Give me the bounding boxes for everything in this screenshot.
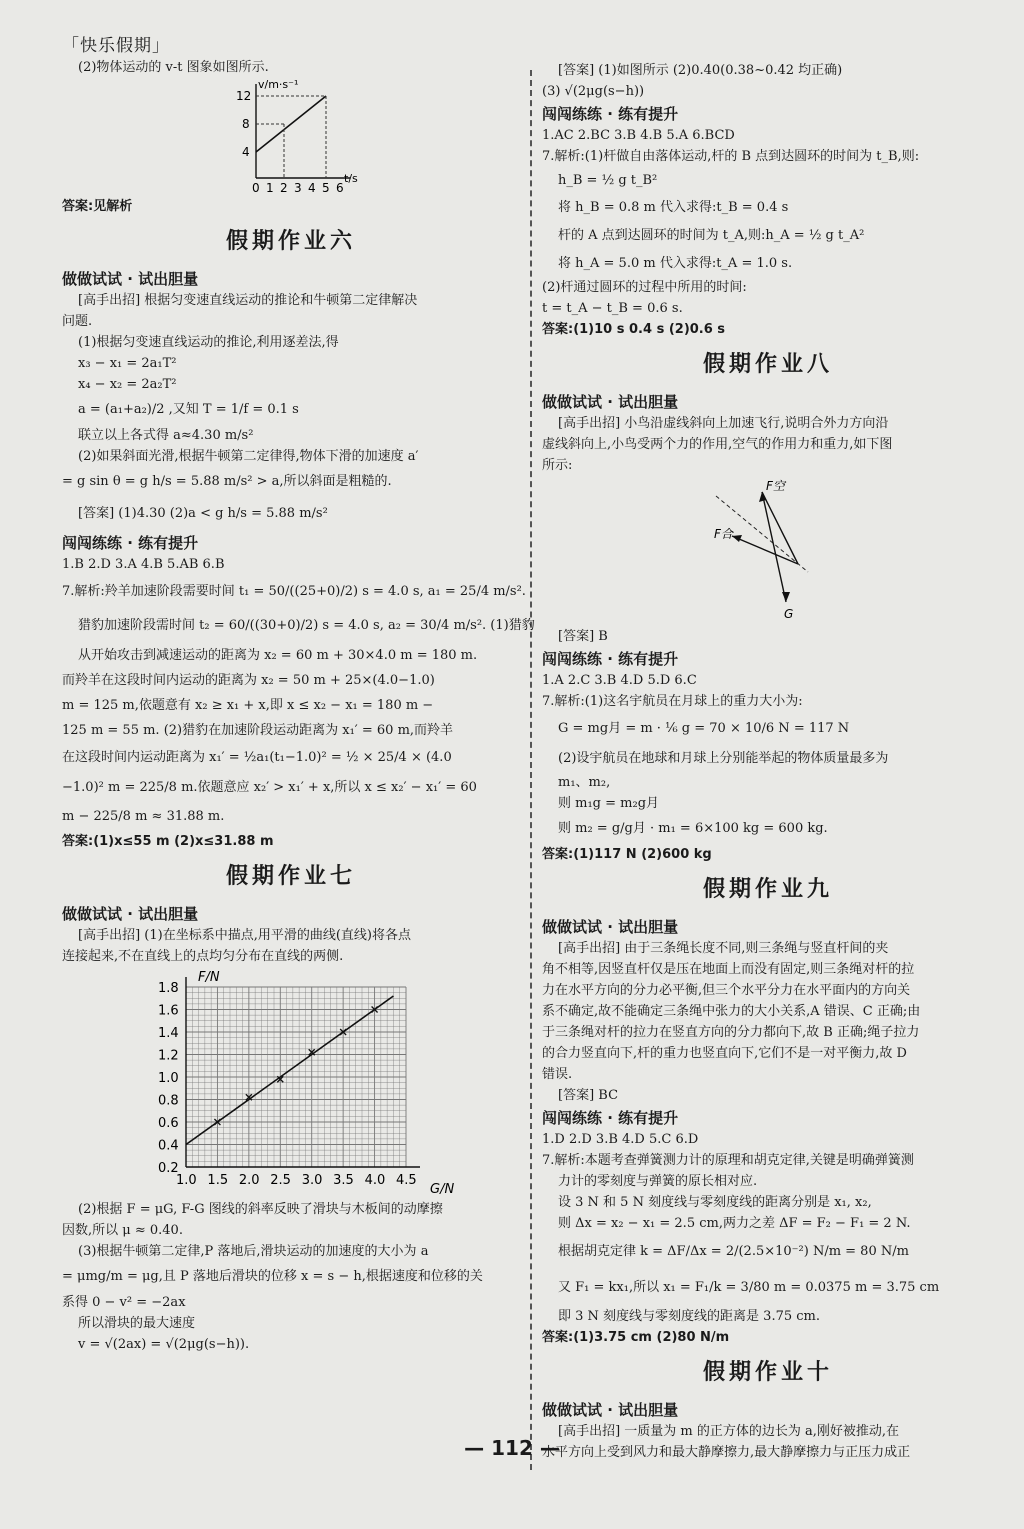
hw9-sec1: 做做试试 · 试出胆量: [542, 918, 679, 936]
hw8-sec2: 闯闯练练 · 练有提升: [542, 650, 679, 668]
hw8-sol: 7.解析:(1)这名宇航员在月球上的重力大小为:: [542, 694, 803, 709]
hw10-line: 水平方向上受到风力和最大静摩擦力,最大静摩擦力与正压力成正: [542, 1445, 911, 1460]
f-net-vector: [732, 536, 798, 564]
hw9-title: 假期作业九: [702, 877, 833, 902]
hw9-sol: 设 3 N 和 5 N 刻度线与零刻度线的距离分别是 x₁, x₂,: [558, 1195, 872, 1210]
f-net-arrow-icon: [732, 535, 742, 542]
vt-answer: 答案:见解析: [62, 199, 133, 214]
hw6-sol: 在这段时间内运动距离为 x₁′ = ½a₁(t₁−1.0)² = ½ × 25/4 × (4.0: [62, 750, 452, 765]
hw8-sec1: 做做试试 · 试出胆量: [542, 393, 679, 411]
hw6-line: [高手出招] 根据匀变速直线运动的推论和牛顿第二定律解决: [78, 293, 418, 308]
hw7-after: v = √(2ax) = √(2μg(s−h)).: [78, 1337, 250, 1352]
hw8-sol: 则 m₂ = g/g月 · m₁ = 6×100 kg = 600 kg.: [558, 821, 828, 836]
hw9-line: 力在水平方向的分力必平衡,但三个水平分力在水平面内的方向关: [542, 983, 911, 998]
hw7-sec1: 做做试试 · 试出胆量: [62, 905, 199, 923]
hw6-title: 假期作业六: [225, 229, 356, 254]
hw8-answer: [答案] B: [558, 629, 608, 644]
g-label: G: [784, 607, 794, 621]
vt-chart: [232, 78, 412, 196]
hw9-sol: 根据胡克定律 k = ΔF/Δx = 2/(2.5×10⁻²) N/m = 80 N/m: [558, 1244, 909, 1259]
vt-ylabel: v/m·s⁻¹: [258, 78, 299, 91]
fg-xtick: 4.5: [396, 1173, 417, 1188]
hw6-sol: m − 225/8 m ≈ 31.88 m.: [62, 809, 225, 824]
fg-ytick: 1.6: [158, 1003, 179, 1019]
hw6-line: 问题.: [62, 314, 93, 329]
hw6-sec1: 做做试试 · 试出胆量: [62, 270, 199, 288]
hw6-sol: −1.0)² m = 225/8 m.依题意应 x₂′ > x₁′ + x,所以 x ≤ x₂′ − x₁′ = 60: [62, 780, 477, 795]
hw6-line: (1)根据匀变速直线运动的推论,利用逐差法,得: [78, 335, 339, 350]
vt-xtick: 4: [308, 181, 316, 195]
hw9-line: 系不确定,故不能确定三条绳中张力的大小关系,A 错误、C 正确;由: [542, 1004, 921, 1019]
hw8-sol: m₁、m₂,: [558, 775, 611, 790]
hw7-after: 所以滑块的最大速度: [78, 1316, 196, 1331]
hw6-final-answer: 答案:(1)x≤55 m (2)x≤31.88 m: [62, 834, 274, 849]
hw6-line: x₃ − x₁ = 2a₁T²: [78, 356, 177, 371]
hw9-answer: [答案] BC: [558, 1088, 619, 1103]
book-header: 「快乐假期」: [62, 36, 170, 56]
hw6-sol: 而羚羊在这段时间内运动的距离为 x₂ = 50 m + 25×(4.0−1.0): [62, 673, 435, 688]
hw9-line: 于三条绳对杆的拉力在竖直方向的分力都向下,故 B 正确;绳子拉力: [542, 1025, 920, 1040]
hw9-sol: 即 3 N 刻度线与零刻度线的距离是 3.75 cm.: [558, 1309, 820, 1324]
fg-ytick: 1.0: [158, 1071, 179, 1086]
hw8-choices: 1.A 2.C 3.B 4.D 5.D 6.C: [542, 673, 697, 688]
vt-xtick: 0: [252, 181, 260, 195]
fg-xtick: 3.5: [333, 1173, 354, 1188]
f-air-label: F空: [766, 479, 785, 493]
hw8-line: 虚线斜向上,小鸟受两个力的作用,空气的作用力和重力,如下图: [542, 437, 893, 452]
hw8-sol: 则 m₁g = m₂g月: [558, 796, 660, 811]
fg-ytick: 0.8: [158, 1093, 179, 1109]
hw7-line: 连接起来,不在直线上的点均匀分布在直线的两侧.: [62, 949, 344, 964]
hw8-title: 假期作业八: [702, 352, 833, 377]
f-net-label: F合: [714, 527, 733, 541]
hw7-after: = μmg/m = μg,且 P 落地后滑块的位移 x = s − h,根据速度和位移的关: [62, 1269, 483, 1284]
hw6-choices: 1.B 2.D 3.A 4.B 5.AB 6.B: [62, 557, 225, 572]
hw7-after: (3)根据牛顿第二定律,P 落地后,滑块运动的加速度的大小为 a: [78, 1244, 429, 1259]
fg-xtick: 2.0: [238, 1173, 260, 1188]
hw9-final-answer: 答案:(1)3.75 cm (2)80 N/m: [542, 1330, 730, 1345]
hw8-sol: G = mg月 = m · ⅙ g = 70 × 10/6 N = 117 N: [558, 721, 850, 736]
fg-ylabel: F/N: [198, 970, 220, 985]
hw9-sec2: 闯闯练练 · 练有提升: [542, 1109, 679, 1127]
hw6-line: = g sin θ = g h/s = 5.88 m/s² > a,所以斜面是粗糙的.: [62, 474, 392, 489]
hw7-answer-3: (3) √(2μg(s−h)): [542, 84, 645, 99]
hw6-sol: m = 125 m,依题意有 x₂ ≥ x₁ + x,即 x ≤ x₂ − x₁ = 180 m −: [62, 698, 434, 713]
hw7-sol: 7.解析:(1)杆做自由落体运动,杆的 B 点到达圆环的时间为 t_B,则:: [542, 149, 920, 164]
hw9-sol: 力计的零刻度与弹簧的原长相对应.: [558, 1174, 758, 1189]
vt-ytick: 8: [242, 117, 250, 131]
left-column: [62, 36, 535, 1355]
hw9-sol: 又 F₁ = kx₁,所以 x₁ = F₁/k = 3/80 m = 0.0375 m = 3.75 cm: [558, 1280, 940, 1295]
hw6-sol: 7.解析:羚羊加速阶段需要时间 t₁ = 50/((25+0)/2) s = 4.0 s, a₁ = 25/4 m/s².: [62, 584, 526, 599]
hw7-sol: h_B = ½ g t_B²: [558, 173, 658, 188]
force-diagram: [702, 476, 862, 626]
g-arrow-icon: [782, 592, 790, 602]
f-air-vector: [762, 492, 798, 564]
right-column: [542, 36, 994, 1463]
hw7-sol: (2)杆通过圆环的过程中所用的时间:: [542, 280, 747, 295]
hw9-line: [高手出招] 由于三条绳长度不同,则三条绳与竖直杆间的夹: [558, 941, 889, 956]
hw7-title: 假期作业七: [225, 864, 356, 889]
fg-axes: [186, 977, 420, 1167]
vt-xlabel: t/s: [344, 172, 358, 185]
hw8-final-answer: 答案:(1)117 N (2)600 kg: [542, 847, 712, 862]
fg-ytick: 0.4: [158, 1138, 179, 1154]
hw7-sol: t = t_A − t_B = 0.6 s.: [542, 301, 683, 316]
vt-ytick: 4: [242, 145, 250, 159]
fg-xtick: 4.0: [364, 1173, 386, 1188]
hw10-sec1: 做做试试 · 试出胆量: [542, 1401, 679, 1419]
fg-grid: [186, 987, 406, 1167]
hw10-line: [高手出招] 一质量为 m 的正方体的边长为 a,刚好被推动,在: [558, 1424, 900, 1439]
hw7-after: 系得 0 − v² = −2ax: [62, 1295, 186, 1310]
hw9-sol: 则 Δx = x₂ − x₁ = 2.5 cm,两力之差 ΔF = F₂ − F₁ = 2 N.: [558, 1216, 911, 1231]
hw8-line: 所示:: [542, 458, 573, 473]
fg-ytick: 1.8: [158, 981, 179, 996]
page-number: — 112 —: [464, 1436, 560, 1460]
hw7-choices: 1.AC 2.BC 3.B 4.B 5.A 6.BCD: [542, 128, 735, 143]
hw9-choices: 1.D 2.D 3.B 4.D 5.C 6.D: [542, 1132, 699, 1147]
hw7-after: (2)根据 F = μG, F-G 图线的斜率反映了滑块与木板间的动摩擦: [78, 1202, 443, 1217]
fg-xtick: 3.0: [301, 1173, 323, 1188]
hw8-line: [高手出招] 小鸟沿虚线斜向上加速飞行,说明合外力方向沿: [558, 416, 889, 431]
hw7-sol: 将 h_A = 5.0 m 代入求得:t_A = 1.0 s.: [558, 256, 793, 271]
hw8-sol: (2)设宇航员在地球和月球上分别能举起的物体质量最多为: [558, 751, 889, 766]
fg-ytick: 1.4: [158, 1026, 179, 1041]
fg-xtick: 1.0: [176, 1173, 197, 1188]
fg-xlabel: G/N: [430, 1182, 455, 1197]
vt-intro: (2)物体运动的 v-t 图象如图所示.: [78, 60, 269, 75]
fg-ytick: 0.2: [158, 1161, 179, 1176]
hw7-after: 因数,所以 μ ≈ 0.40.: [62, 1223, 183, 1238]
hw6-line: (2)如果斜面光滑,根据牛顿第二定律得,物体下滑的加速度 a′: [78, 449, 419, 464]
hw9-line: 角不相等,因竖直杆仅是压在地面上而没有固定,则三条绳对杆的拉: [542, 962, 915, 977]
hw6-line: x₄ − x₂ = 2a₂T²: [78, 377, 177, 392]
hw7-final-answer: 答案:(1)10 s 0.4 s (2)0.6 s: [542, 322, 726, 337]
hw7-sec2: 闯闯练练 · 练有提升: [542, 105, 679, 123]
hw6-sol: 从开始攻击到减速运动的距离为 x₂ = 60 m + 30×4.0 m = 180 m.: [78, 648, 478, 663]
hw6-sol: 125 m = 55 m. (2)猎豹在加速阶段运动距离为 x₁′ = 60 m,而羚羊: [62, 723, 454, 738]
hw6-sol: 猎豹加速阶段需时间 t₂ = 60/((30+0)/2) s = 4.0 s, a₂ = 30/4 m/s². (1)猎豹: [78, 618, 535, 633]
hw6-sec2: 闯闯练练 · 练有提升: [62, 534, 199, 552]
fg-ytick: 1.2: [158, 1048, 179, 1064]
hw6-answer: [答案] (1)4.30 (2)a < g h/s = 5.88 m/s²: [78, 506, 328, 521]
fg-chart: [142, 967, 462, 1199]
hw6-line: a = (a₁+a₂)/2 ,又知 T = 1/f = 0.1 s: [78, 402, 299, 417]
hw7-line: [高手出招] (1)在坐标系中描点,用平滑的曲线(直线)将各点: [78, 928, 411, 943]
hw9-line: 的合力竖直向下,杆的重力也竖直向下,它们不是一对平衡力,故 D: [542, 1046, 907, 1061]
hw7-sol: 将 h_B = 0.8 m 代入求得:t_B = 0.4 s: [558, 200, 789, 215]
vt-xtick: 2: [280, 181, 288, 195]
hw7-sol: 杆的 A 点到达圆环的时间为 t_A,则:h_A = ½ g t_A²: [558, 228, 865, 243]
hw10-title: 假期作业十: [702, 1360, 833, 1385]
g-vector: [762, 492, 786, 602]
vt-xtick: 1: [266, 181, 274, 195]
hw6-line: 联立以上各式得 a≈4.30 m/s²: [78, 428, 254, 443]
column-divider: [530, 70, 532, 1470]
vt-xtick: 6: [336, 181, 344, 195]
hw9-line: 错误.: [542, 1067, 573, 1082]
fg-xtick: 1.5: [207, 1173, 229, 1188]
fg-xtick: 2.5: [270, 1173, 291, 1188]
vt-ytick: 12: [236, 89, 252, 103]
vt-xtick: 3: [294, 181, 302, 195]
hw9-sol: 7.解析:本题考查弹簧测力计的原理和胡克定律,关键是明确弹簧测: [542, 1153, 914, 1168]
hw7-answer: [答案] (1)如图所示 (2)0.40(0.38~0.42 均正确): [558, 63, 843, 78]
vt-xtick: 5: [322, 181, 330, 195]
fg-ytick: 0.6: [158, 1116, 179, 1131]
